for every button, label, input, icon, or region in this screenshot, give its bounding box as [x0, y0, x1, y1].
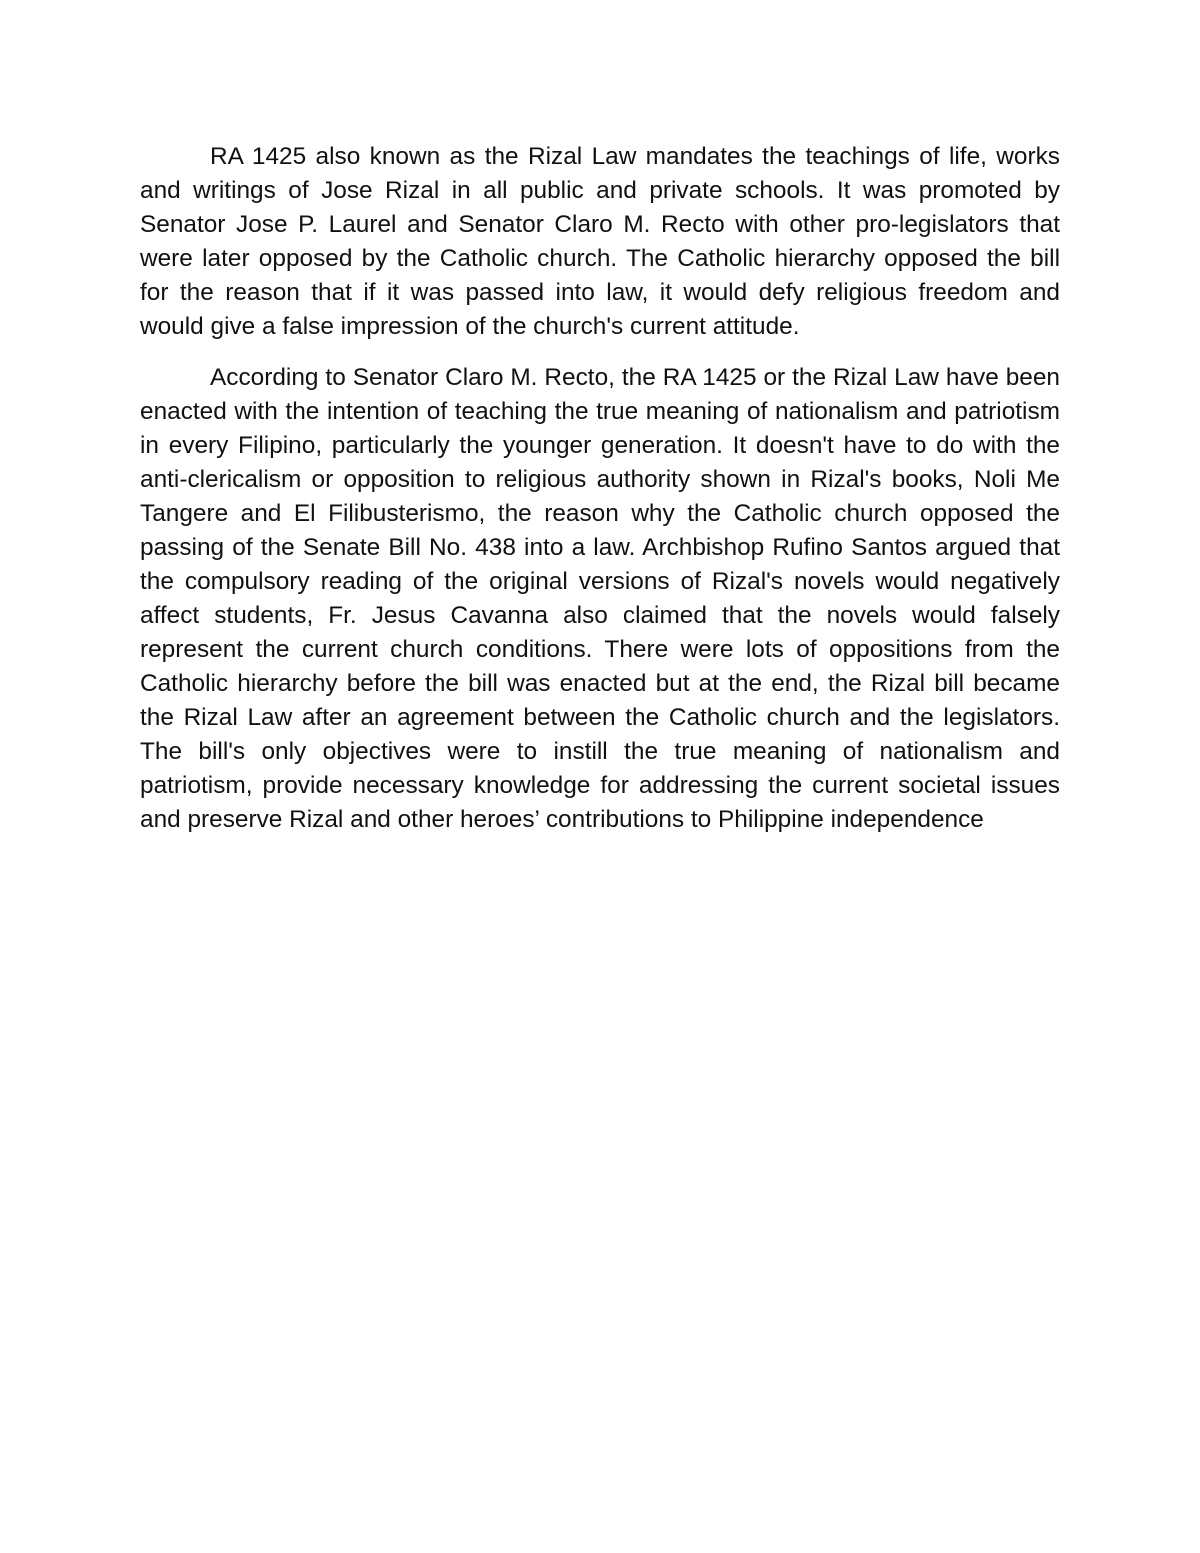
- paragraph-1: RA 1425 also known as the Rizal Law mandates the teachings of life, works and writings of Jose Rizal in all public and private schools. It was promoted by Senator Jose P. Laurel and Senator Claro M. Recto with other pro-legislators that were later opposed by the Catholic church. The Catholic hierarchy opposed the bill for the reason that if it was passed into law, it would defy religious freedom and would give a false impression of the church's current attitude.: [140, 143, 1060, 340]
- document-body: [140, 140, 1060, 837]
- paragraph-2: According to Senator Claro M. Recto, the RA 1425 or the Rizal Law have been enacted with the intention of teaching the true meaning of nationalism and patriotism in every Filipino, particularly the younger generation. It doesn't have to do with the anti-clericalism or opposition to religious authority shown in Rizal's books, Noli Me Tangere and El Filibusterismo, the reason why the Catholic church opposed the passing of the Senate Bill No. 438 into a law. Archbishop Rufino Santos argued that the compulsory reading of the original versions of Rizal's novels would negatively affect students, Fr. Jesus Cavanna also claimed that the novels would falsely represent the current church conditions. There were lots of oppositions from the Catholic hierarchy before the bill was enacted but at the end, the Rizal bill became the Rizal Law after an agreement between the Catholic church and the legislators. The bill's only objectives were to instill the true meaning of nationalism and patriotism, provide necessary knowledge for addressing the current societal issues and preserve Rizal and other heroes’ contributions to Philippine independence: [140, 364, 1060, 833]
